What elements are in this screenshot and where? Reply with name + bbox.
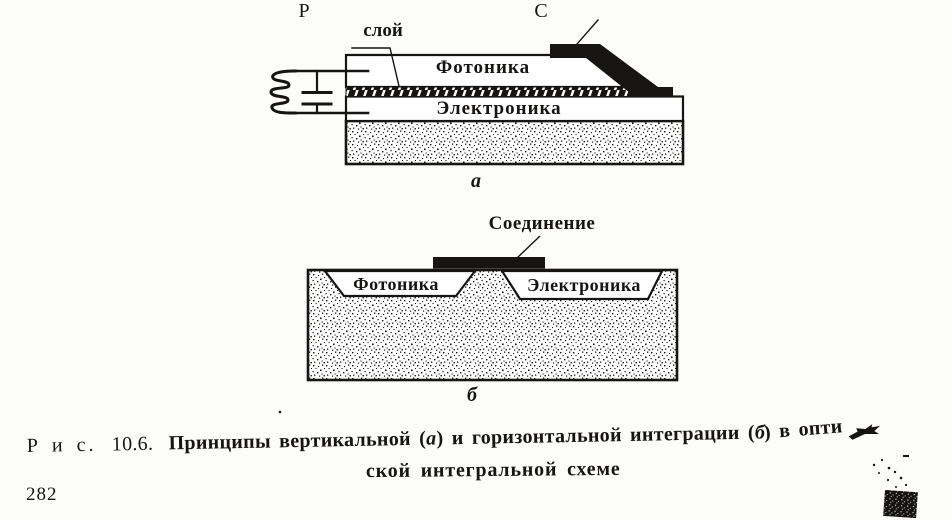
page-number: 282 [26,484,58,505]
speck-dash [903,455,909,457]
substrate-a [346,121,683,164]
speck-dot [279,411,282,414]
photonics-label-b: Фотоника [353,274,439,294]
contact-callout-line [577,20,598,44]
figure-label-a: а [471,170,481,192]
electronics-label-b: Электроника [527,275,641,295]
wavy-source-symbol [271,71,295,113]
caption-figure-number: 10.6. [111,432,154,456]
diagram-a [271,20,683,164]
hatched-layer-a [346,87,638,97]
caption-tail: ) в опти [763,415,844,444]
bond-callout-line [517,236,540,258]
layer-callout-label: слой [363,20,403,41]
caption-italic-b: б [754,421,766,444]
ink-smear [847,422,882,441]
caption-prefix: Р и с. [26,433,97,458]
bond-callout-label: Соединение [488,213,596,234]
bond-bar [433,257,545,269]
terminal-label-p: Р [298,0,310,22]
electronics-label-a: Электроника [436,98,562,119]
terminal-label-c: С [534,0,548,22]
caption-text: Принципы вертикальной (а) и горизонтальной интеграции (б) в опти [168,415,844,455]
ink-blob [883,490,918,518]
figure-caption-line2: ской интегральной схеме [365,457,621,483]
photonics-label-a: Фотоника [435,57,531,78]
caption-italic-a: а [425,427,437,450]
figure-label-b: б [467,384,477,406]
diagram-b [308,236,677,380]
